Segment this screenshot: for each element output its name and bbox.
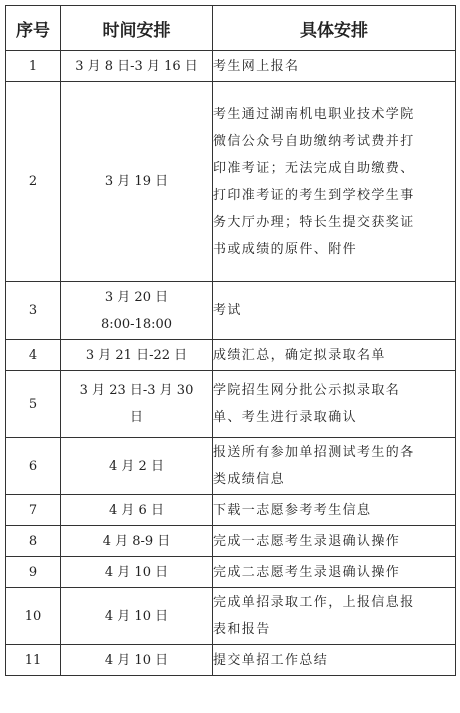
time-text: 4 月 2 日 xyxy=(109,458,164,474)
header-serial-number: 序号 xyxy=(6,6,61,51)
row-number: 3 xyxy=(6,282,61,340)
detail-cell xyxy=(213,495,456,526)
detail-text: 完成二志愿考生录退确认操作 xyxy=(213,564,401,580)
header-time-arrangement: 时间安排 xyxy=(61,6,213,51)
detail-text: 微信公众号自助缴纳考试费并打 xyxy=(213,133,415,149)
table-row xyxy=(6,526,456,557)
time-text: 3 月 8 日-3 月 16 日 xyxy=(75,58,198,74)
time-text: 3 月 19 日 xyxy=(104,174,169,189)
detail-text: 印准考证；无法完成自助缴费、 xyxy=(213,160,415,176)
row-number: 4 xyxy=(6,340,61,371)
table-row xyxy=(6,588,456,645)
detail-text: 打印准考证的考生到学校学生事 xyxy=(213,187,415,203)
table-row xyxy=(6,51,456,82)
detail-text: 单、考生进行录取确认 xyxy=(213,410,358,425)
table-row xyxy=(6,371,456,438)
table-row xyxy=(6,495,456,526)
time-text: 3 月 21 日-22 日 xyxy=(85,347,188,363)
detail-text: 类成绩信息 xyxy=(213,472,286,487)
schedule-table xyxy=(5,5,456,676)
time-text: 3 月 23 日-3 月 30 xyxy=(79,383,194,398)
detail-text: 完成单招录取工作，上报信息报 xyxy=(213,595,415,610)
time-cell xyxy=(61,557,213,588)
detail-text: 表和报告 xyxy=(213,622,271,637)
time-cell xyxy=(61,438,213,495)
time-cell xyxy=(61,495,213,526)
detail-text: 下载一志愿参考考生信息 xyxy=(213,502,372,518)
time-text: 8:00-18:00 xyxy=(100,316,173,332)
detail-text: 报送所有参加单招测试考生的各 xyxy=(213,445,415,460)
detail-text: 完成一志愿考生录退确认操作 xyxy=(213,533,401,549)
detail-cell xyxy=(213,526,456,557)
detail-cell xyxy=(213,51,456,82)
row-number: 7 xyxy=(6,495,61,526)
table-body xyxy=(6,51,456,676)
detail-cell xyxy=(213,438,456,495)
table-row xyxy=(6,82,456,282)
detail-text: 考试 xyxy=(213,303,242,318)
table-row xyxy=(6,340,456,371)
detail-cell xyxy=(213,340,456,371)
table-row xyxy=(6,557,456,588)
time-cell xyxy=(61,645,213,676)
time-cell xyxy=(61,340,213,371)
detail-cell xyxy=(213,557,456,588)
time-cell xyxy=(61,526,213,557)
time-cell xyxy=(61,282,213,340)
time-cell xyxy=(61,82,213,282)
time-text: 4 月 8-9 日 xyxy=(102,533,171,549)
time-cell xyxy=(61,51,213,82)
time-text: 4 月 10 日 xyxy=(104,608,169,624)
detail-text: 学院招生网分批公示拟录取名 xyxy=(213,383,401,398)
table-row xyxy=(6,438,456,495)
row-number: 8 xyxy=(6,526,61,557)
table-row xyxy=(6,645,456,676)
detail-cell xyxy=(213,645,456,676)
row-number: 11 xyxy=(6,645,61,676)
detail-text: 考生网上报名 xyxy=(213,58,300,74)
detail-text: 考生通过湖南机电职业技术学院 xyxy=(213,106,415,122)
time-text: 4 月 10 日 xyxy=(104,652,169,668)
row-number: 1 xyxy=(6,51,61,82)
time-cell xyxy=(61,371,213,438)
row-number: 2 xyxy=(6,82,61,282)
time-text: 4 月 6 日 xyxy=(109,502,164,518)
time-text: 3 月 20 日 xyxy=(104,289,169,305)
table-header-row xyxy=(6,6,456,51)
time-cell xyxy=(61,588,213,645)
row-number: 10 xyxy=(6,588,61,645)
time-text: 日 xyxy=(129,410,143,425)
detail-text: 务大厅办理；特长生提交获奖证 xyxy=(213,214,415,230)
table-row xyxy=(6,282,456,340)
row-number: 9 xyxy=(6,557,61,588)
detail-cell xyxy=(213,588,456,645)
time-text: 4 月 10 日 xyxy=(104,564,169,580)
row-number: 6 xyxy=(6,438,61,495)
detail-text: 书或成绩的原件、附件 xyxy=(213,241,358,257)
detail-cell xyxy=(213,282,456,340)
detail-text: 提交单招工作总结 xyxy=(213,652,329,668)
detail-cell xyxy=(213,371,456,438)
header-specific-arrangement: 具体安排 xyxy=(213,6,456,51)
detail-cell xyxy=(213,82,456,282)
detail-text: 成绩汇总，确定拟录取名单 xyxy=(213,347,386,363)
row-number: 5 xyxy=(6,371,61,438)
